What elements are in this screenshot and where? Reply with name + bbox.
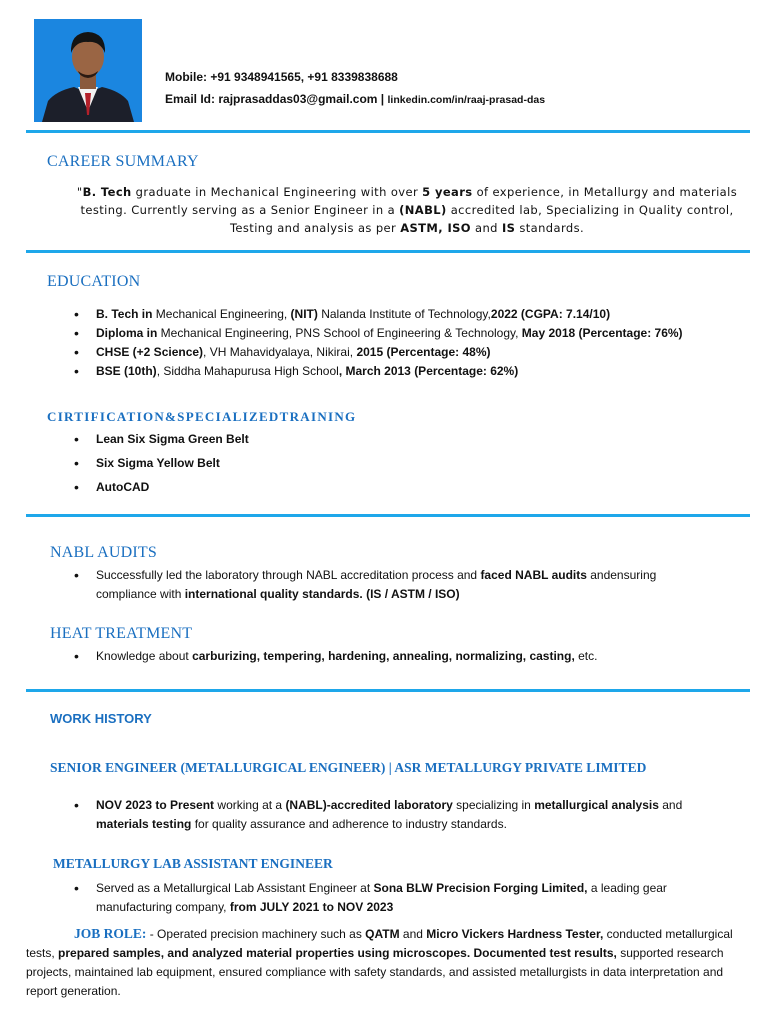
job1-title: SENIOR ENGINEER (METALLURGICAL ENGINEER) | ASR METALLURGY PRIVATE LIMITED [50,760,647,775]
heat-treatment-title: HEAT TREATMENT [50,625,193,642]
contact-line [165,92,545,106]
list-item: • Diploma in Mechanical Engineering, PNS School of Engineering & Technology, May 2018 (Percentage: 76%) [74,324,754,343]
divider [26,514,750,517]
nabl-list [74,566,714,604]
job2-list [74,879,734,917]
contact-mobile: Mobile: +91 9348941565, +91 8339838688 [165,70,398,84]
list-item: • Successfully led the laboratory through NABL accreditation process and faced NABL audits andensuring compliance with international quality standards. (IS / ASTM / ISO) [74,566,714,604]
job1-list [74,796,734,834]
career-summary-title: CAREER SUMMARY [47,153,199,170]
heat-list [74,647,754,666]
list-item: • Served as a Metallurgical Lab Assistant Engineer at Sona BLW Precision Forging Limited, a leading gear manufacturing company, from JULY 2021 to NOV 2023 [74,879,734,917]
education-list [74,305,754,381]
divider [26,250,750,253]
education-title: EDUCATION [47,273,141,290]
contact-separator: | [380,92,385,106]
job2-title: METALLURGY LAB ASSISTANT ENGINEER [53,856,333,871]
job-role-paragraph: JOB ROLE: - Operated precision machinery such as QATM and Micro Vickers Hardness Tester, conducted metallurgical tests, prepared samples, and analyzed material properties using microscopes. Documented test results, supported research projects, maintained lab equipment, ensured compliance with safety standards, and assisted metallurgists in data interpretation and report generation. [26,926,733,998]
certification-title: CIRTIFICATION&SPECIALIZEDTRAINING [47,409,357,424]
list-item: • NOV 2023 to Present working at a (NABL)-accredited laboratory specializing in metallurgical analysis and materials testing for quality assurance and adherence to industry standards. [74,796,734,834]
list-item: • Six Sigma Yellow Belt [74,454,574,473]
contact-email[interactable]: Email Id: rajprasaddas03@gmail.com [165,92,378,106]
job-role-label: JOB ROLE: [74,926,147,941]
nabl-audits-title: NABL AUDITS [50,544,157,561]
list-item: • CHSE (+2 Science), VH Mahavidyalaya, Nikirai, 2015 (Percentage: 48%) [74,343,754,362]
certification-list [74,430,574,502]
list-item: • Knowledge about carburizing, tempering, hardening, annealing, normalizing, casting, etc. [74,647,754,666]
work-history-title: WORK HISTORY [50,711,152,726]
divider [26,130,750,133]
profile-photo [34,19,142,122]
list-item: • BSE (10th), Siddha Mahapurusa High School, March 2013 (Percentage: 62%) [74,362,754,381]
career-summary-text: "B. Tech graduate in Mechanical Engineering with over 5 years of experience, in Metallurgy and materials testing. Currently serving as a Senior Engineer in a (NABL) accredited lab, Specializing in Quality control, Testing and analysis as per ASTM, ISO and IS standards. [76,185,738,235]
list-item: • B. Tech in Mechanical Engineering, (NIT) Nalanda Institute of Technology,2022 (CGPA: 7.14/10) [74,305,754,324]
person-silhouette-icon [34,19,142,122]
list-item: • AutoCAD [74,478,574,497]
list-item: • Lean Six Sigma Green Belt [74,430,574,449]
divider [26,689,750,692]
linkedin-link[interactable]: linkedin.com/in/raaj-prasad-das [387,94,546,106]
